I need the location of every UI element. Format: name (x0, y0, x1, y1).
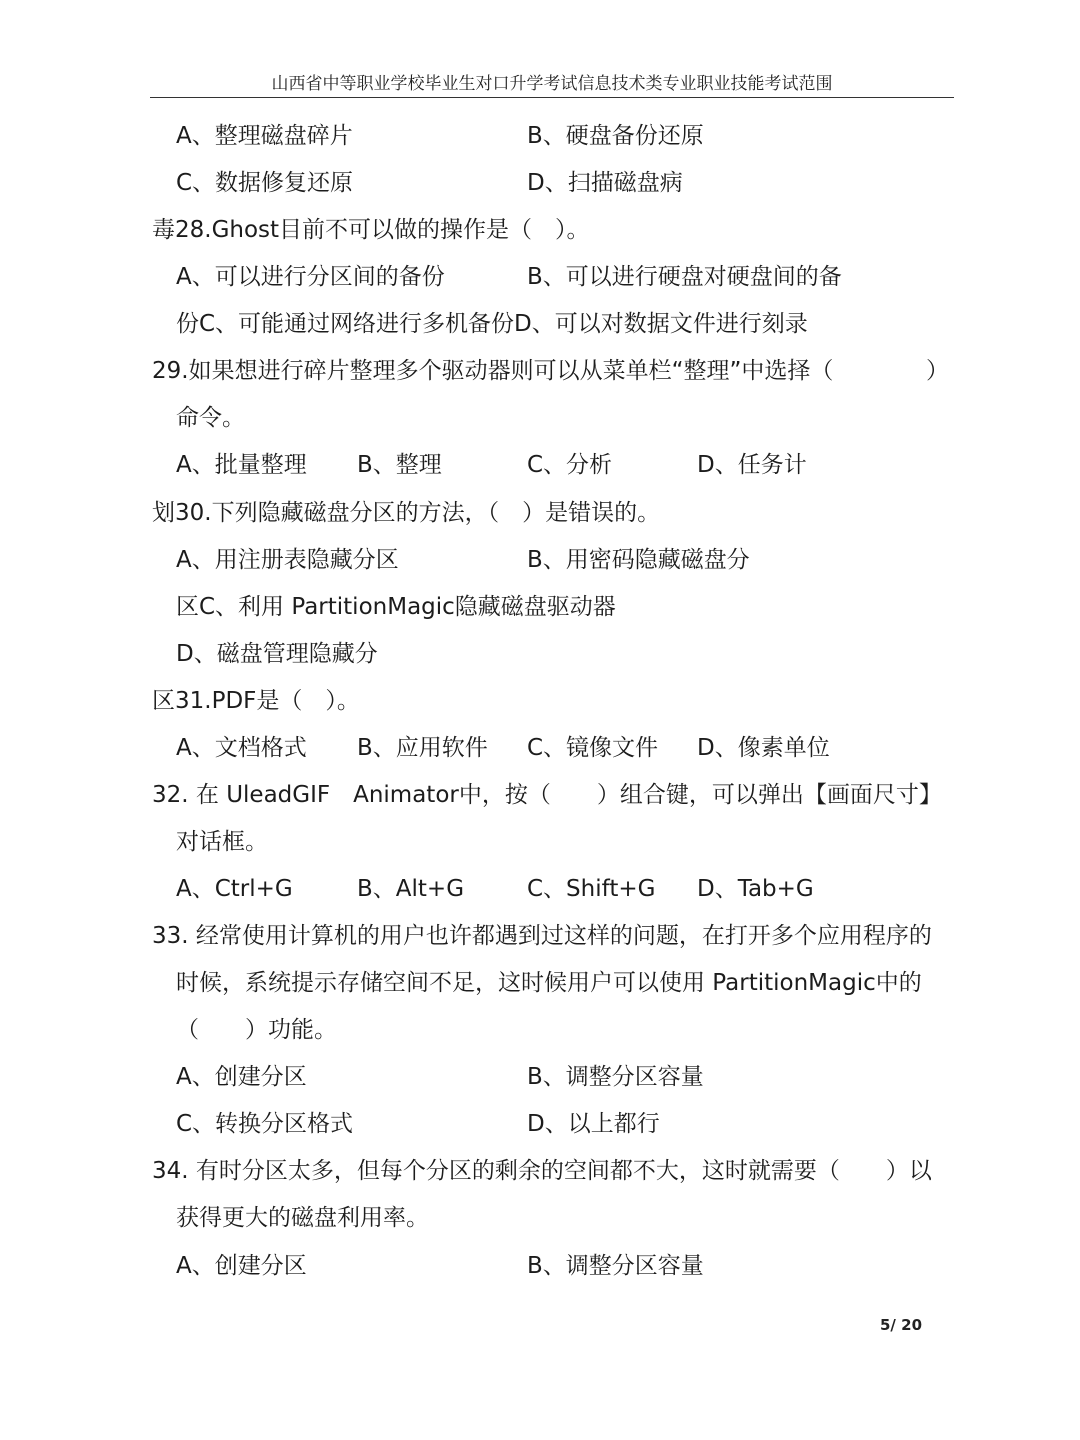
q29-option-d: D、任务计 (697, 452, 807, 478)
question-29-paren-close: ） (926, 358, 949, 384)
q31-option-d: D、像素单位 (697, 735, 830, 761)
question-33-cont-1: 时候，系统提示存储空间不足，这时候用户可以使用 PartitionMagic中的 (176, 970, 922, 996)
question-32-cont: 对话框。 (176, 829, 268, 855)
question-31: 区31.PDF是（ ）。 (152, 688, 360, 714)
q30-option-c: 区C、利用 PartitionMagic隐藏磁盘驱动器 (176, 594, 616, 620)
page-header-title: 山西省中等职业学校毕业生对口升学考试信息技术类专业职业技能考试范围 (271, 74, 833, 94)
q31-option-a: A、文档格式 (176, 735, 307, 761)
header-divider (150, 97, 954, 98)
q33-option-b: B、调整分区容量 (527, 1064, 704, 1090)
question-32: 32. 在 UleadGIF Animator中，按（ ）组合键，可以弹出【画面尺寸】 (152, 782, 942, 808)
question-29-cont: 命令。 (176, 405, 245, 431)
q32-option-d: D、Tab+G (697, 876, 814, 902)
q34-option-a: A、创建分区 (176, 1253, 307, 1279)
question-33-cont-2: （ ）功能。 (176, 1017, 337, 1043)
q33-option-a: A、创建分区 (176, 1064, 307, 1090)
q27-option-b: B、硬盘备份还原 (527, 123, 704, 149)
q27-option-c: C、数据修复还原 (176, 170, 354, 196)
q33-option-d: D、以上都行 (527, 1111, 660, 1137)
question-28: 毒28.Ghost目前不可以做的操作是（ ）。 (152, 217, 590, 243)
q28-option-b: B、可以进行硬盘对硬盘间的备 (527, 264, 842, 290)
q28-options-cd: 份C、可能通过网络进行多机备份D、可以对数据文件进行刻录 (176, 311, 808, 337)
q32-option-c: C、Shift+G (527, 876, 656, 902)
q30-option-b: B、用密码隐藏磁盘分 (527, 547, 750, 573)
question-29: 29.如果想进行碎片整理多个驱动器则可以从菜单栏“整理”中选择（ (152, 358, 834, 384)
q29-option-b: B、整理 (357, 452, 442, 478)
q32-option-a: A、Ctrl+G (176, 876, 293, 902)
q32-option-b: B、Alt+G (357, 876, 465, 902)
q34-option-b: B、调整分区容量 (527, 1253, 704, 1279)
q29-option-c: C、分析 (527, 452, 613, 478)
q27-option-d: D、扫描磁盘病 (527, 170, 683, 196)
q27-option-a: A、整理磁盘碎片 (176, 123, 353, 149)
q31-option-c: C、镜像文件 (527, 735, 659, 761)
question-34: 34. 有时分区太多，但每个分区的剩余的空间都不大，这时就需要（ ）以 (152, 1158, 932, 1184)
question-34-cont: 获得更大的磁盘利用率。 (176, 1205, 429, 1231)
page-number: 5/ 20 (880, 1316, 923, 1334)
q28-option-a: A、可以进行分区间的备份 (176, 264, 445, 290)
q29-option-a: A、批量整理 (176, 452, 307, 478)
question-30: 划30.下列隐藏磁盘分区的方法，（ ）是错误的。 (152, 500, 661, 526)
q30-option-a: A、用注册表隐藏分区 (176, 547, 399, 573)
q30-option-d: D、磁盘管理隐藏分 (176, 641, 378, 667)
q33-option-c: C、转换分区格式 (176, 1111, 354, 1137)
q31-option-b: B、应用软件 (357, 735, 488, 761)
question-33: 33. 经常使用计算机的用户也许都遇到过这样的问题，在打开多个应用程序的 (152, 923, 932, 949)
